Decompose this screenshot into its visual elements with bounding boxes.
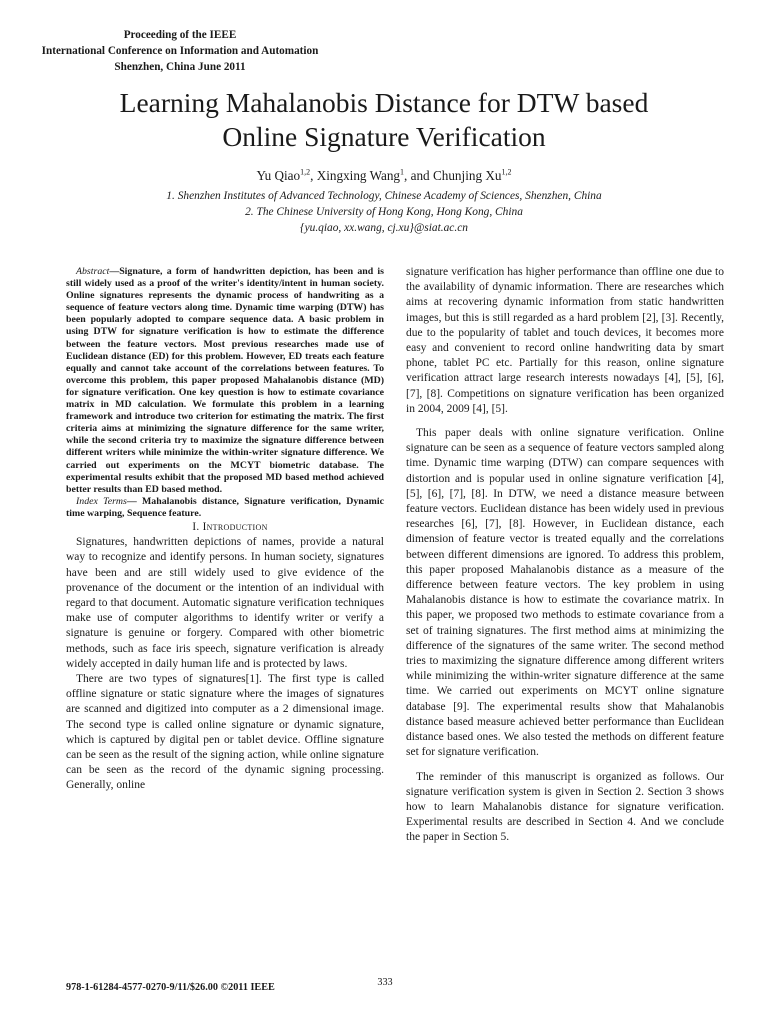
author-name: Yu Qiao: [256, 168, 301, 183]
body-paragraph: signature verification has higher performance than offline one due to the availability of dynamic information. There are researches which aims at recovering dynamic information from static handwritten images, but this is still regarded as a hard problem [2], [3]. Recently, due to the popularity of tablet and touch devices, it becomes more easy and convenient to record online handwriting data by smart phone, tablet PC etc. Partially for this reason, online signature verification attract large research interests nowadays [4], [5], [6], [7], [8]. Competitions on signature verification has been organized in 2004, 2009 [4], [5].: [406, 266, 724, 415]
author-separator: ,: [310, 168, 317, 183]
body-paragraph: This paper deals with online signature verification. Online signature can be seen as a sequence of feature vectors sampled along time. Dynamic time warping (DTW) can compare sequences with distortion and is popular used in online signature verification [4], [5], [6], [7], [8]. In DTW, we need a distance measure between feature vectors. Euclidean distance has been widely used in previous researches [6], [7], [8]. However, in Euclidean distance, each dimension of feature vector is treated equally and the correlations between different dimensions are ignored. To address this problem, this paper proposed Mahalanobis distance as a measure of the difference between feature vectors. The key problem in using Mahalanobis distance is how to estimate the covariance matrix. In this paper, we proposed two methods to estimate covariance from a set of training signatures. The first method aims at minimizing the difference of the signatures of the same writer. The second method tries to maximizing the signature difference among different writers while minimizing the within-writer signature difference at the same time. We carried out experiments on MCYT online signature database [9]. The experimental results show that Mahalanobis distance based measure achieved better performance than Euclidean distance based ones. We also tested the methods on different feature set for signature verification.: [406, 427, 724, 759]
body-paragraph: Signatures, handwritten depictions of names, provide a natural way to recognize and identify persons. In human society, signatures have been and are still widely used to give evidence of the provenance of the document or the intention of an individual with regard to that document. Automatic signature verification techniques make use of computer algorithms to identify writer or verify a signature is genuine or forgery. Compared with other biometric methods, such as face iris speech, signature verification is already widely accepted in daily human life and is protected by laws.: [66, 536, 384, 670]
section-heading: [66, 520, 384, 535]
copyright-footer: 978-1-61284-4577-0270-9/11/$26.00 ©2011 IEEE: [66, 982, 275, 993]
affiliation-1: 1. Shenzhen Institutes of Advanced Technology, Chinese Academy of Sciences, Shenzhen, China: [166, 190, 602, 202]
section-title: Introduction: [202, 520, 268, 533]
index-terms: [66, 496, 384, 520]
affiliation-2: 2. The Chinese University of Hong Kong, Hong Kong, China: [245, 206, 523, 218]
conference-line-1: Proceeding of the IEEE: [123, 29, 237, 41]
author-affiliation-mark: 1: [400, 167, 405, 177]
title-line-2: Online Signature Verification: [222, 121, 546, 152]
index-terms-dash: —: [126, 495, 137, 507]
index-terms-lead: Index Terms: [76, 495, 127, 507]
conference-line-2: International Conference on Information and Automation: [41, 45, 319, 57]
index-terms-text: Mahalanobis distance, Signature verification, Dynamic time warping, Sequence feature.: [66, 495, 384, 519]
abstract-text: Signature, a form of handwritten depiction, has been and is still widely used as a proof of the writer's identity/intent in human society. Online signatures represents the dynamic process of handwriting as a sequence of feature vectors along time. Dynamic time warping (DTW) has been popularly adopted to compare sequence data. A basic problem in using DTW for signature verification is how to estimate the difference between the feature vectors. Most previous researches made use of Euclidean distance (ED) for this problem. However, ED treats each feature equally and cannot take account of the correlations between features. To overcome this problem, this paper proposed Mahalanobis distance (MD) for signature verification. One key question is how to estimate covariance matrix in MD calculation. We formulate this problem in a learning framework and introduce two criterion for estimating the matrix. The first criteria aims at minimizing the signature difference for the same writer, while the second criteria try to maximize the signature difference between different writers while minimize the within-writer signature difference. We carried out experiments on the MCYT biometric database. The experimental results exhibit that the proposed MD based method achieved better results than ED based method.: [66, 266, 384, 495]
abstract: [66, 266, 384, 496]
abstract-dash: —: [109, 266, 120, 277]
body-paragraph: The reminder of this manuscript is organized as follows. Our signature verification system is given in Section 2. Section 3 shows how to learn Mahalanobis distance for signature verification. Experimental results are described in Section 4. And we conclude the paper in Section 5.: [406, 770, 724, 844]
author-separator: , and: [404, 168, 433, 183]
conference-line-3: Shenzhen, China June 2011: [114, 61, 246, 73]
left-column: [66, 266, 384, 794]
page-number: 333: [377, 977, 393, 988]
abstract-lead: Abstract: [76, 266, 110, 277]
author-emails: {yu.qiao, xx.wang, cj.xu}@siat.ac.cn: [300, 222, 468, 234]
author-affiliation-mark: 1,2: [501, 167, 512, 177]
section-number: I.: [192, 520, 200, 533]
author-name: Chunjing Xu: [432, 168, 502, 183]
affiliations: [0, 188, 768, 236]
body-paragraph: There are two types of signatures[1]. The first type is called offline signature or static signature where the images of signatures are scanned and digitized into computer as a 2 dimensional image. The second type is called online signature or dynamic signature, which is captured by digital pen or tablet device. Offline signature can be seen as the result of the signing action, while online signature can be seen as the record of the dynamic signing processing. Generally, online: [66, 673, 384, 792]
paper-title: [0, 86, 768, 154]
right-column: [406, 265, 724, 846]
author-name: Xingxing Wang: [316, 168, 401, 183]
title-line-1: Learning Mahalanobis Distance for DTW based: [119, 87, 649, 118]
author-list: [0, 168, 768, 184]
author-affiliation-mark: 1,2: [300, 167, 311, 177]
conference-header: [30, 27, 330, 75]
